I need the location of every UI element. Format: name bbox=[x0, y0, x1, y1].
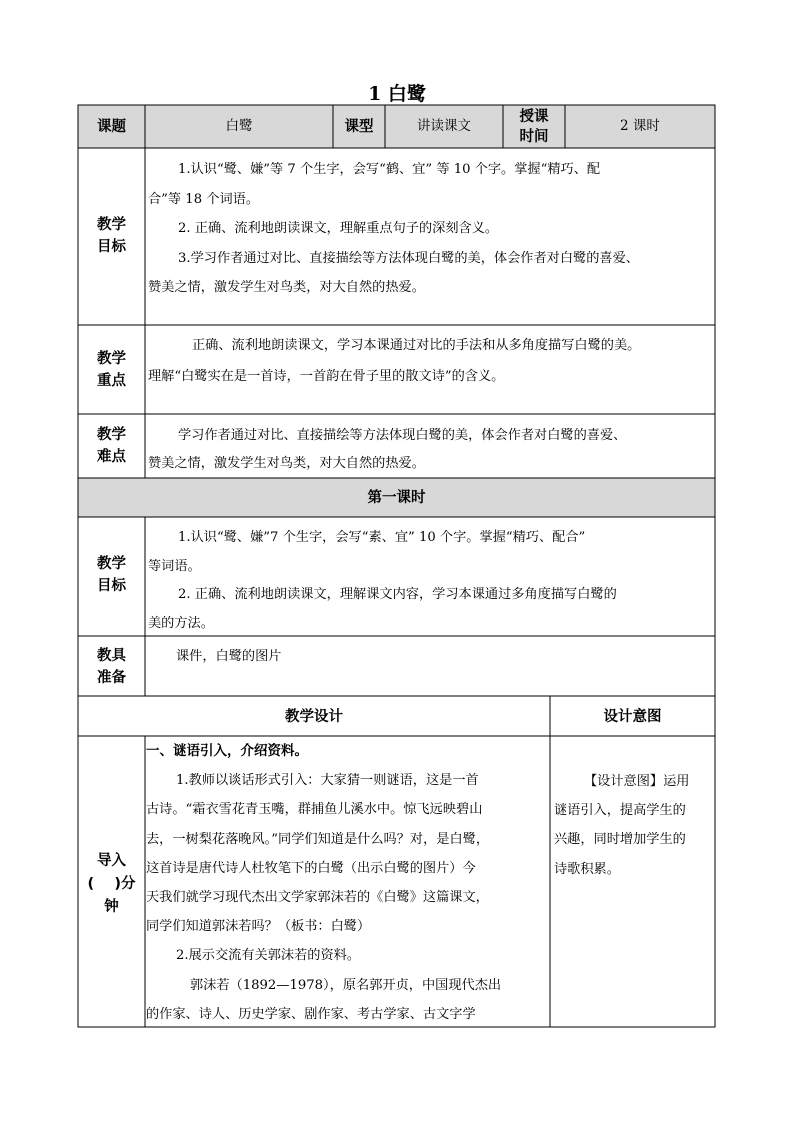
goals-2-line: 2. 正确、流利地朗读课文，理解课文内容，学习本课通过多角度描写白鹭的 bbox=[178, 587, 617, 602]
materials-label bbox=[78, 645, 145, 689]
key-points-label-line-2: 重点 bbox=[97, 373, 126, 389]
goals-2-label-line-2: 目标 bbox=[97, 578, 126, 594]
intent-line: 谜语引入，提高学生的 bbox=[554, 803, 686, 819]
goals-2-label bbox=[78, 553, 145, 597]
intent-content bbox=[551, 767, 714, 884]
goals-line: 赞美之情，激发学生对鸟类，对大自然的热爱。 bbox=[148, 280, 425, 295]
intro-label bbox=[78, 850, 145, 919]
difficulties-label-line-1: 教学 bbox=[97, 427, 126, 443]
intro-line: 古诗。“霜衣雪花青玉嘴，群捕鱼儿溪水中。惊飞远映碧山 bbox=[146, 802, 483, 818]
intro-line: 去，一树梨花落晚风。”同学们知道是什么吗？对，是白鹭， bbox=[146, 831, 490, 847]
materials-content: 课件，白鹭的图片 bbox=[176, 649, 282, 664]
intro-line: 郭沫若（1892—1978），原名郭开贞，中国现代杰出 bbox=[190, 977, 502, 993]
key-points-label-line-1: 教学 bbox=[97, 351, 126, 367]
goals-label bbox=[78, 214, 145, 258]
type-label: 课型 bbox=[344, 119, 374, 135]
intro-line: 同学们知道郭沫若吗？（板书：白鹭） bbox=[146, 919, 371, 935]
goals-label-line-2: 目标 bbox=[97, 239, 126, 255]
intro-label-line-1: 导入 bbox=[97, 853, 126, 869]
materials-label-line-2: 准备 bbox=[97, 670, 126, 686]
intro-label-line-3: 钟 bbox=[104, 899, 119, 915]
lesson-one-heading: 第一课时 bbox=[367, 490, 426, 506]
intro-line: 的作家、诗人、历史学家、剧作家、考古学家、古文字学 bbox=[146, 1006, 476, 1022]
difficulties-content bbox=[146, 422, 714, 478]
intro-line: 天我们就学习现代杰出文学家郭沫若的《白鹭》这篇课文， bbox=[146, 890, 489, 906]
intro-line: 1.教师以谈话形式引入：大家猜一则谜语，这是一首 bbox=[176, 773, 479, 789]
goals-content bbox=[146, 155, 714, 303]
goals-line: 合”等 18 个词语。 bbox=[148, 191, 260, 207]
goals-2-line: 1.认识“鹭、嫌”7 个生字，会写“素、宜” 10 个字。掌握“精巧、配合” bbox=[178, 530, 586, 545]
goals-2-line: 美的方法。 bbox=[148, 615, 214, 631]
intro-heading: 一、谜语引入，介绍资料。 bbox=[146, 743, 308, 759]
goals-2-content bbox=[146, 524, 714, 638]
intro-line: 2.展示交流有关郭沫若的资料。 bbox=[176, 948, 361, 964]
time-label-line-2: 时间 bbox=[519, 129, 549, 145]
time-value: 2 课时 bbox=[620, 118, 660, 134]
key-points-line: 理解“白鹭实在是一首诗，一首韵在骨子里的散文诗”的含义。 bbox=[148, 369, 505, 384]
materials-label-line-1: 教具 bbox=[97, 648, 126, 664]
difficulties-label-line-2: 难点 bbox=[97, 449, 126, 465]
key-points-label bbox=[78, 348, 145, 392]
document-title: 1 白鹭 bbox=[368, 83, 426, 105]
topic-label: 课题 bbox=[97, 119, 126, 135]
topic-value: 白鹭 bbox=[225, 118, 253, 134]
intro-label-line-2: ( )分 bbox=[87, 876, 136, 892]
time-label-line-1: 授课 bbox=[519, 109, 549, 125]
goals-label-line-1: 教学 bbox=[97, 217, 126, 233]
intent-line: 【设计意图】运用 bbox=[584, 774, 690, 789]
difficulties-line: 学习作者通过对比、直接描绘等方法体现白鹭的美，体会作者对白鹭的喜爱、 bbox=[178, 428, 627, 443]
goals-2-line: 等词语。 bbox=[148, 558, 201, 574]
intro-content bbox=[146, 737, 549, 1029]
design-header: 教学设计 bbox=[285, 709, 343, 725]
goals-line: 1.认识“鹭、嫌”等 7 个生字，会写“鹤、宜” 等 10 个字。掌握“精巧、配 bbox=[178, 162, 601, 177]
goals-line: 2. 正确、流利地朗读课文，理解重点句子的深刻含义。 bbox=[178, 221, 499, 236]
intent-line: 兴趣，同时增加学生的 bbox=[554, 832, 686, 848]
difficulties-line: 赞美之情，激发学生对鸟类，对大自然的热爱。 bbox=[148, 456, 425, 471]
type-value: 讲读课文 bbox=[417, 118, 471, 134]
goals-2-label-line-1: 教学 bbox=[97, 556, 126, 572]
time-label bbox=[503, 105, 565, 147]
goals-line: 3.学习作者通过对比、直接描绘等方法体现白鹭的美，体会作者对白鹭的喜爱、 bbox=[178, 250, 639, 266]
intro-line: 这首诗是唐代诗人杜牧笔下的白鹭（出示白鹭的图片）今 bbox=[146, 860, 476, 876]
intent-line: 诗歌积累。 bbox=[554, 861, 620, 877]
key-points-line: 正确、流利地朗读课文，学习本课通过对比的手法和从多角度描写白鹭的美。 bbox=[192, 338, 641, 353]
intent-header: 设计意图 bbox=[603, 709, 662, 725]
difficulties-label bbox=[78, 424, 145, 468]
key-points-content bbox=[146, 330, 714, 392]
